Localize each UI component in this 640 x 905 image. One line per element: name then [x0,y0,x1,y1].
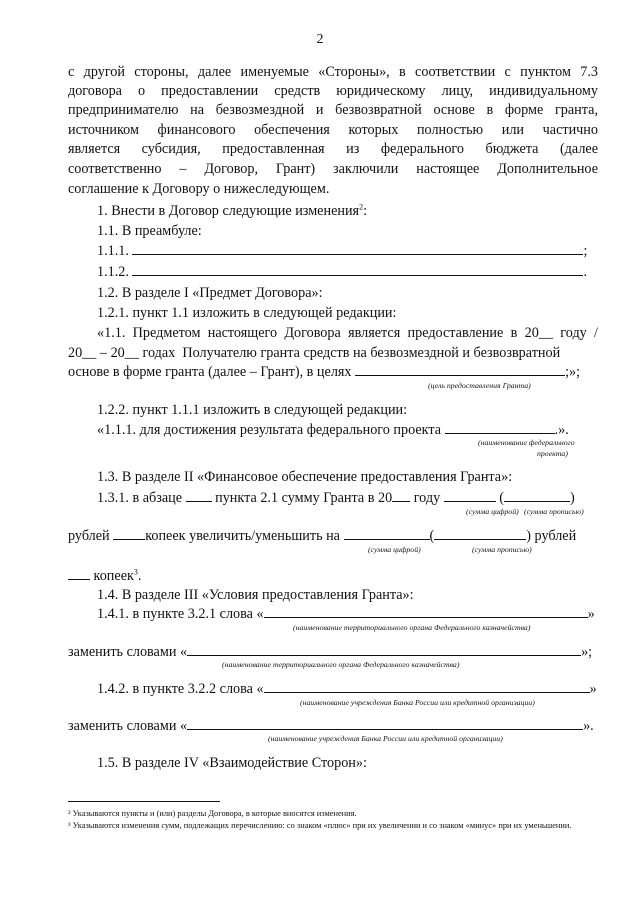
item-1: 1. Внести в Договор следующие изменения$^2$: [97,202,368,219]
rubles-label: рублей [68,528,110,544]
quote-close-2: » [589,681,597,697]
blank-field [344,527,430,540]
clause-1-1-recipient: Получателю гранта средств на безвозмездной и безвозвратной [182,345,561,361]
blank-field [132,242,583,255]
item-1-5: 1.5. В разделе IV «Взаимодействие Сторон»: [97,755,367,771]
caption-treasury-2: (наименование территориального органа Федерального казначейства) [222,660,460,669]
clause-1-1-purpose: основе в форме гранта (далее – Грант), в целях [68,364,352,380]
intro-line-3: предпринимателю на безвозмездной и безвозвратной основе в форме гранта, [68,102,598,118]
page-number: 2 [316,32,324,47]
item-1-1-2 [97,263,598,281]
item-1-3-1-text-a: 1.3.1. в абзаце [97,490,183,506]
item-1-3-1-text-b: пункта 2.1 сумму Гранта в 20 [215,490,393,506]
caption-sum-digits-2: (сумма цифрой) [368,545,421,554]
clause-1-1-years: 20__ – 20__ годах [68,345,176,361]
item-1-1-1 [97,242,598,260]
intro-line-1: с другой стороны, далее именуемые «Стороны», в соответствии с пунктом 7.3 [68,64,598,80]
item-1-3: 1.3. В разделе II «Финансовое обеспечение предоставления Гранта»: [97,469,513,485]
replace-words-label: заменить словами « [68,644,188,660]
clause-1-1-end: ;»; [565,364,581,380]
blank-field [504,489,570,502]
blank-field [445,421,555,434]
change-text: копеек увеличить/уменьшить на [145,528,340,544]
item-1-3-1: 1.3.1. в абзаце пункта 2.1 сумму Гранта в 20 году ( ) [97,490,575,506]
quote-close: » [587,606,595,622]
item-1-1-1-label: 1.1.1. [97,243,129,259]
kopecks-line [68,567,598,585]
blank-field [132,263,583,276]
replace-end-2: ». [583,718,594,734]
replace-words-label-2: заменить словами « [68,718,188,734]
blank-field [113,527,145,540]
replace-words-1 [68,643,598,661]
clause-1-1-1-text: «1.1.1. для достижения результата федерального проекта [97,422,442,438]
caption-treasury-1: (наименование территориального органа Федерального казначейства) [293,623,531,632]
intro-line-2: договора о предоставлении средств юридическому лицу, индивидуальному [68,83,598,99]
clause-1-1-1 [97,421,598,439]
item-1-1-2-end: . [583,264,588,280]
rubles-label-2: рублей [534,528,577,544]
item-1-4-1-text: 1.4.1. в пункте 3.2.1 слова « [97,606,264,622]
footnote-separator [68,801,220,802]
caption-project-1: (наименование федерального [478,438,575,447]
blank-field [187,643,581,656]
blank-field [444,489,496,502]
caption-sum-words-2: (сумма прописью) [472,545,532,554]
item-1-text: 1. Внести в Договор следующие изменения [97,203,360,219]
intro-line-6: соответственно – Договор, Грант) заключили настоящее Дополнительное [68,161,598,177]
caption-project-2: проекта) [537,449,568,458]
clause-1-1-1-end: .». [554,422,569,438]
blank-field [434,527,526,540]
intro-line-4: источником финансового обеспечения которых полностью или частично [68,122,598,138]
kopecks-label: копеек [93,568,134,584]
blank-field [186,489,212,502]
item-1-2-1: 1.2.1. пункт 1.1 изложить в следующей редакции: [97,305,397,321]
blank-field [264,680,590,693]
item-1-4-2-text: 1.4.2. в пункте 3.2.2 слова « [97,681,264,697]
item-1-1-2-label: 1.1.2. [97,264,129,280]
blank-field [264,605,588,618]
clause-1-1-line-3 [68,363,598,381]
footnote-ref-2: 2 [359,202,364,212]
blank-field [68,567,90,580]
blank-field [187,717,583,730]
item-1-2-2: 1.2.2. пункт 1.1.1 изложить в следующей редакции: [97,402,408,418]
footnote-ref-3: 3 [133,567,138,577]
caption-sum-digits: (сумма цифрой) [466,507,519,516]
intro-line-5: является субсидия, предоставленная из федерального бюджета (далее [68,141,598,157]
item-1-2: 1.2. В разделе I «Предмет Договора»: [97,285,323,301]
item-1-1-1-end: ; [583,243,588,259]
blank-field [392,489,410,502]
item-1-3-1-text-c: году [413,490,441,506]
caption-bank-1: (наименование учреждения Банка России или кредитной организации) [300,698,535,707]
blank-field [355,363,565,376]
item-1-4: 1.4. В разделе III «Условия предоставления Гранта»: [97,587,414,603]
sum-change-line: рублей копеек увеличить/уменьшить на ( ) рублей [68,528,577,544]
intro-line-7: соглашение к Договору о нижеследующем. [68,181,330,197]
footnote-3: ³ Указываются изменения сумм, подлежащих перечислению: со знаком «плюс» при их увеличении и со знаком «минус» при их уменьшении. [68,821,572,830]
item-1-1: 1.1. В преамбуле: [97,223,202,239]
kopecks-end: . [137,568,142,584]
caption-bank-2: (наименование учреждения Банка России или кредитной организации) [268,734,503,743]
item-1-4-1 [97,605,598,623]
clause-1-1-line-1: «1.1. Предметом настоящего Договора является предоставление в 20__ году / [97,325,598,341]
caption-goal: (цель предоставления Гранта) [428,381,531,390]
replace-end: »; [581,644,593,660]
replace-words-2 [68,717,598,735]
footnote-2: ² Указываются пункты и (или) разделы Договора, в которые вносятся изменения. [68,809,357,818]
caption-sum-words: (сумма прописью) [524,507,584,516]
item-1-4-2 [97,680,598,698]
clause-1-1-line-2 [68,344,598,362]
